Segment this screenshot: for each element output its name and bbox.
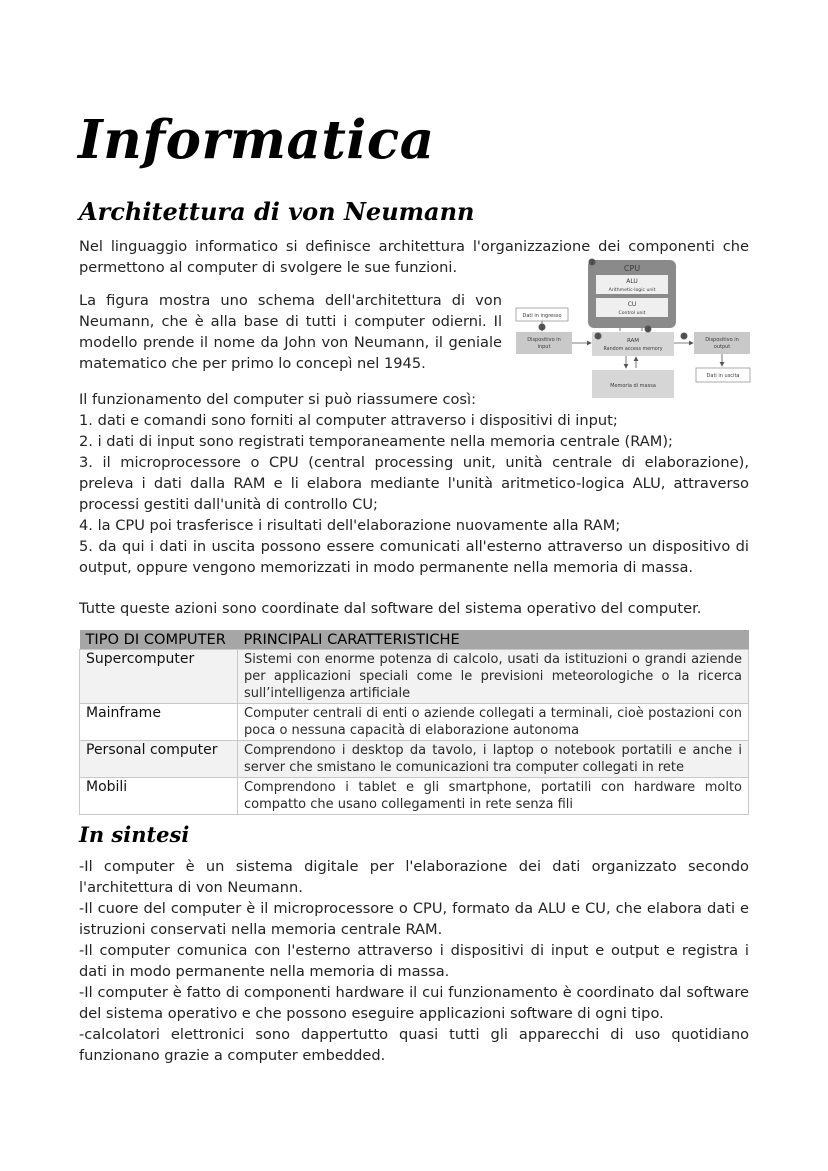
ram-label: RAM: [626, 338, 640, 344]
page-title: Informatica: [78, 109, 435, 171]
summary-item: -Il computer comunica con l'esterno attraverso i dispositivi di input e output e registra i dati in modo permanente nella memoria di massa.: [79, 942, 749, 980]
table-cell-type: Personal computer: [80, 741, 238, 778]
von-neumann-diagram: [512, 256, 752, 402]
figure-paragraph: La figura mostra uno schema dell'architettura di von Neumann, che è alla base di tutti i computer odierni. Il modello prende il nome da John von Neumann, il geniale matematico che per primo lo concepì nel 1945.: [79, 292, 502, 372]
step-number-2: 2: [596, 335, 600, 340]
summary-item: -calcolatori elettronici sono dappertutto quasi tutti gli apparecchi di uso quotidiano funzionano grazie a computer embedded.: [79, 1026, 749, 1064]
steps-intro: Il funzionamento del computer si può riassumere così:: [79, 391, 477, 408]
input-device-label-2: input: [537, 344, 551, 350]
output-device-label-2: output: [713, 344, 731, 350]
table-header-row: [80, 630, 749, 650]
step-item: 3. il microprocessore o CPU (central processing unit, unità centrale di elaborazione), preleva i dati dalla RAM e li elabora mediante l'unità aritmetico-logica ALU, attraverso processi gestiti dall'unità di controllo CU;: [79, 454, 749, 513]
table-row: [80, 704, 749, 741]
step-number-4: 4: [646, 328, 650, 333]
summary-title: In sintesi: [79, 822, 190, 847]
table-cell-type: Mobili: [80, 778, 238, 815]
summary-list: [79, 856, 749, 1066]
step-number-1: 1: [540, 326, 544, 331]
output-data-label: Dati in uscita: [706, 373, 740, 379]
step-item: 2. i dati di input sono registrati temporaneamente nella memoria centrale (RAM);: [79, 433, 673, 450]
cu-sublabel: Control unit: [618, 311, 646, 316]
table-header: PRINCIPALI CARATTERISTICHE: [238, 630, 749, 650]
table-header: TIPO DI COMPUTER: [80, 630, 238, 650]
alu-label: ALU: [626, 278, 638, 285]
table-row: [80, 741, 749, 778]
table-row: [80, 650, 749, 704]
table-cell-description: Comprendono i tablet e gli smartphone, portatili con hardware molto compatto che usano collegamenti in rete senza fili: [238, 778, 749, 815]
input-device-label-1: Dispositivo in: [527, 337, 561, 343]
cpu-label: CPU: [623, 264, 641, 273]
intro-paragraph: Nel linguaggio informatico si definisce architettura l'organizzazione dei componenti che permettono al computer di svolgere le sue funzioni.: [79, 238, 749, 276]
ram-box: [592, 332, 674, 356]
step-item: 5. da qui i dati in uscita possono essere comunicati all'esterno attraverso un dispositivo di output, oppure vengono memorizzati in modo permanente nella memoria di massa.: [79, 538, 749, 576]
table-cell-type: Mainframe: [80, 704, 238, 741]
input-device-box: [516, 332, 572, 354]
mass-memory-label: Memoria di massa: [610, 383, 656, 389]
table-cell-description: Sistemi con enorme potenza di calcolo, usati da istituzioni o grandi aziende per applicazioni speciali come le previsioni meteorologiche o la ricerca sull’intelligenza artificiale: [238, 650, 749, 704]
table-row: [80, 778, 749, 815]
step-item: 4. la CPU poi trasferisce i risultati dell'elaborazione nuovamente alla RAM;: [79, 517, 621, 534]
input-data-label: Dati in ingresso: [522, 313, 562, 319]
step-number-3: 3: [590, 261, 594, 266]
table-cell-description: Comprendono i desktop da tavolo, i laptop o notebook portatili e anche i server che smistano le comunicazioni tra computer collegati in rete: [238, 741, 749, 778]
step-number-5: 5: [682, 335, 686, 340]
summary-item: -Il computer è fatto di componenti hardware il cui funzionamento è coordinato dal software del sistema operativo e che possono eseguire applicazioni software di ogni tipo.: [79, 984, 749, 1022]
closing-paragraph: Tutte queste azioni sono coordinate dal software del sistema operativo del computer.: [79, 600, 702, 617]
table-cell-description: Computer centrali di enti o aziende collegati a terminali, cioè postazioni con poca o nessuna capacità di elaborazione autonoma: [238, 704, 749, 741]
cu-label: CU: [627, 301, 637, 308]
alu-sublabel: Arithmetic-logic unit: [608, 288, 656, 293]
summary-item: -Il cuore del computer è il microprocessore o CPU, formato da ALU e CU, che elabora dati e istruzioni conservati nella memoria centrale RAM.: [79, 900, 749, 938]
steps-list: [79, 410, 749, 578]
section-title: Architettura di von Neumann: [79, 197, 475, 226]
summary-item: -Il computer è un sistema digitale per l'elaborazione dei dati organizzato secondo l'architettura di von Neumann.: [79, 858, 749, 896]
ram-sublabel: Random access memory: [603, 347, 663, 352]
table-cell-type: Supercomputer: [80, 650, 238, 704]
output-device-label-1: Dispositivo in: [705, 337, 739, 343]
computer-types-table: [79, 630, 749, 815]
output-device-box: [694, 332, 750, 354]
step-item: 1. dati e comandi sono forniti al computer attraverso i dispositivi di input;: [79, 412, 618, 429]
